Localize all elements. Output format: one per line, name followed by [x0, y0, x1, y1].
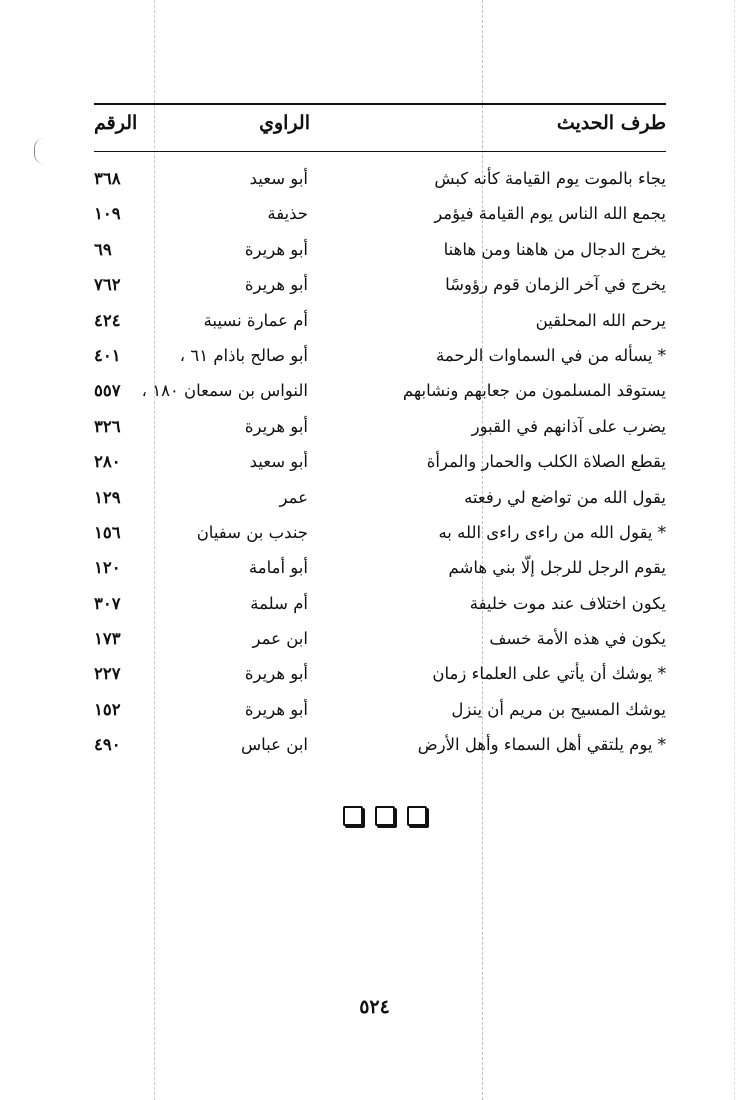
narrator-name: أبو سعيد	[249, 169, 308, 188]
hadith-number: ٣٦٨	[94, 169, 121, 188]
narrator-name: أبو هريرة	[244, 416, 308, 436]
narrator-name: جندب بن سفيان	[196, 522, 308, 542]
hadith-number: ٤٩٠	[94, 735, 121, 755]
header-bottom-rule	[94, 151, 666, 152]
table-row	[94, 198, 666, 233]
narrator-name: أبو هريرة	[244, 664, 308, 684]
table-row	[94, 234, 666, 269]
hadith-number: ٥٥٧	[94, 381, 121, 401]
table-header	[94, 112, 666, 142]
narrator-name: أبو صالح باذام ٦١ ،	[179, 345, 308, 365]
narrator-name: أبو أمامة	[248, 558, 308, 578]
hadith-number: ١٢٠	[94, 558, 121, 578]
hadith-text: يرحم الله المحلقين	[535, 310, 666, 330]
column-header-narrator: الراوي	[259, 112, 310, 134]
narrator-name: النواس بن سمعان ١٨٠ ،	[141, 381, 308, 401]
square-ornament-icon	[375, 806, 395, 826]
hadith-number: ٣٠٧	[94, 593, 121, 613]
margin-mark	[34, 138, 45, 164]
hadith-number: ٧٦٢	[94, 275, 121, 295]
hadith-number: ١٧٣	[94, 629, 121, 649]
table-row	[94, 658, 666, 693]
hadith-text: يقول الله من تواضع لي رفعته	[464, 487, 666, 507]
narrator-name: حذيفة	[267, 204, 308, 224]
table-row	[94, 517, 666, 552]
hadith-text: * يقول الله من راءى راءى الله به	[438, 522, 666, 542]
square-ornament-icon	[343, 806, 363, 826]
hadith-number: ٤٢٤	[94, 310, 121, 330]
table-row	[94, 375, 666, 410]
end-ornament	[343, 806, 427, 830]
table-row	[94, 269, 666, 304]
hadith-number: ١٢٩	[94, 487, 121, 507]
narrator-name: أبو هريرة	[244, 699, 308, 719]
narrator-name: عمر	[279, 487, 308, 507]
hadith-number: ٢٢٧	[94, 664, 121, 684]
narrator-name: أم سلمة	[250, 593, 308, 613]
table-row	[94, 446, 666, 481]
hadith-text: يخرج في آخر الزمان قوم رؤوسًا	[445, 275, 666, 295]
table-row	[94, 694, 666, 729]
hadith-number: ٣٢٦	[94, 416, 121, 436]
hadith-text: يضرب على آذانهم في القبور	[471, 416, 666, 436]
hadith-text: يكون اختلاف عند موت خليفة	[469, 593, 666, 613]
hadith-number: ١٥٢	[94, 699, 121, 719]
column-header-number: الرقم	[94, 112, 138, 134]
table-row	[94, 623, 666, 658]
hadith-text: يستوقد المسلمون من جعابهم ونشابهم	[402, 381, 666, 401]
hadith-number: ٤٠١	[94, 345, 121, 365]
narrator-name: أبو سعيد	[249, 452, 308, 472]
table-row	[94, 411, 666, 446]
hadith-number: ١٥٦	[94, 522, 121, 542]
hadith-text: يقطع الصلاة الكلب والحمار والمرأة	[426, 452, 666, 472]
column-header-hadith: طرف الحديث	[556, 112, 666, 134]
hadith-text: * يوم يلتقي أهل السماء وأهل الأرض	[417, 735, 666, 755]
hadith-text: يقوم الرجل للرجل إلّا بني هاشم	[448, 558, 666, 578]
hadith-number: ١٠٩	[94, 204, 121, 224]
header-top-rule	[94, 103, 666, 105]
hadith-number: ٢٨٠	[94, 452, 121, 472]
hadith-text: * يسأله من في السماوات الرحمة	[435, 345, 666, 365]
table-row	[94, 163, 666, 198]
hadith-text: يوشك المسيح بن مريم أن ينزل	[451, 699, 666, 719]
hadith-text: يخرج الدجال من هاهنا ومن هاهنا	[443, 239, 666, 259]
page-number: ٥٢٤	[359, 996, 390, 1018]
hadith-text: يكون في هذه الأمة خسف	[489, 629, 666, 649]
table-row	[94, 588, 666, 623]
narrator-name: أم عمارة نسيبة	[203, 310, 308, 330]
table-row	[94, 340, 666, 375]
table-row	[94, 729, 666, 764]
hadith-text: * يوشك أن يأتي على العلماء زمان	[432, 664, 666, 684]
scan-artifact-line	[734, 0, 735, 1100]
table-row	[94, 482, 666, 517]
table-row	[94, 305, 666, 340]
table-row	[94, 552, 666, 587]
square-ornament-icon	[407, 806, 427, 826]
narrator-name: ابن عباس	[241, 735, 308, 755]
hadith-text: يجاء بالموت يوم القيامة كأنه كبش	[434, 169, 666, 188]
narrator-name: أبو هريرة	[244, 275, 308, 295]
hadith-text: يجمع الله الناس يوم القيامة فيؤمر	[434, 204, 666, 224]
hadith-index-table	[94, 163, 666, 765]
hadith-number: ٦٩	[94, 239, 112, 259]
narrator-name: أبو هريرة	[244, 239, 308, 259]
narrator-name: ابن عمر	[252, 629, 308, 649]
